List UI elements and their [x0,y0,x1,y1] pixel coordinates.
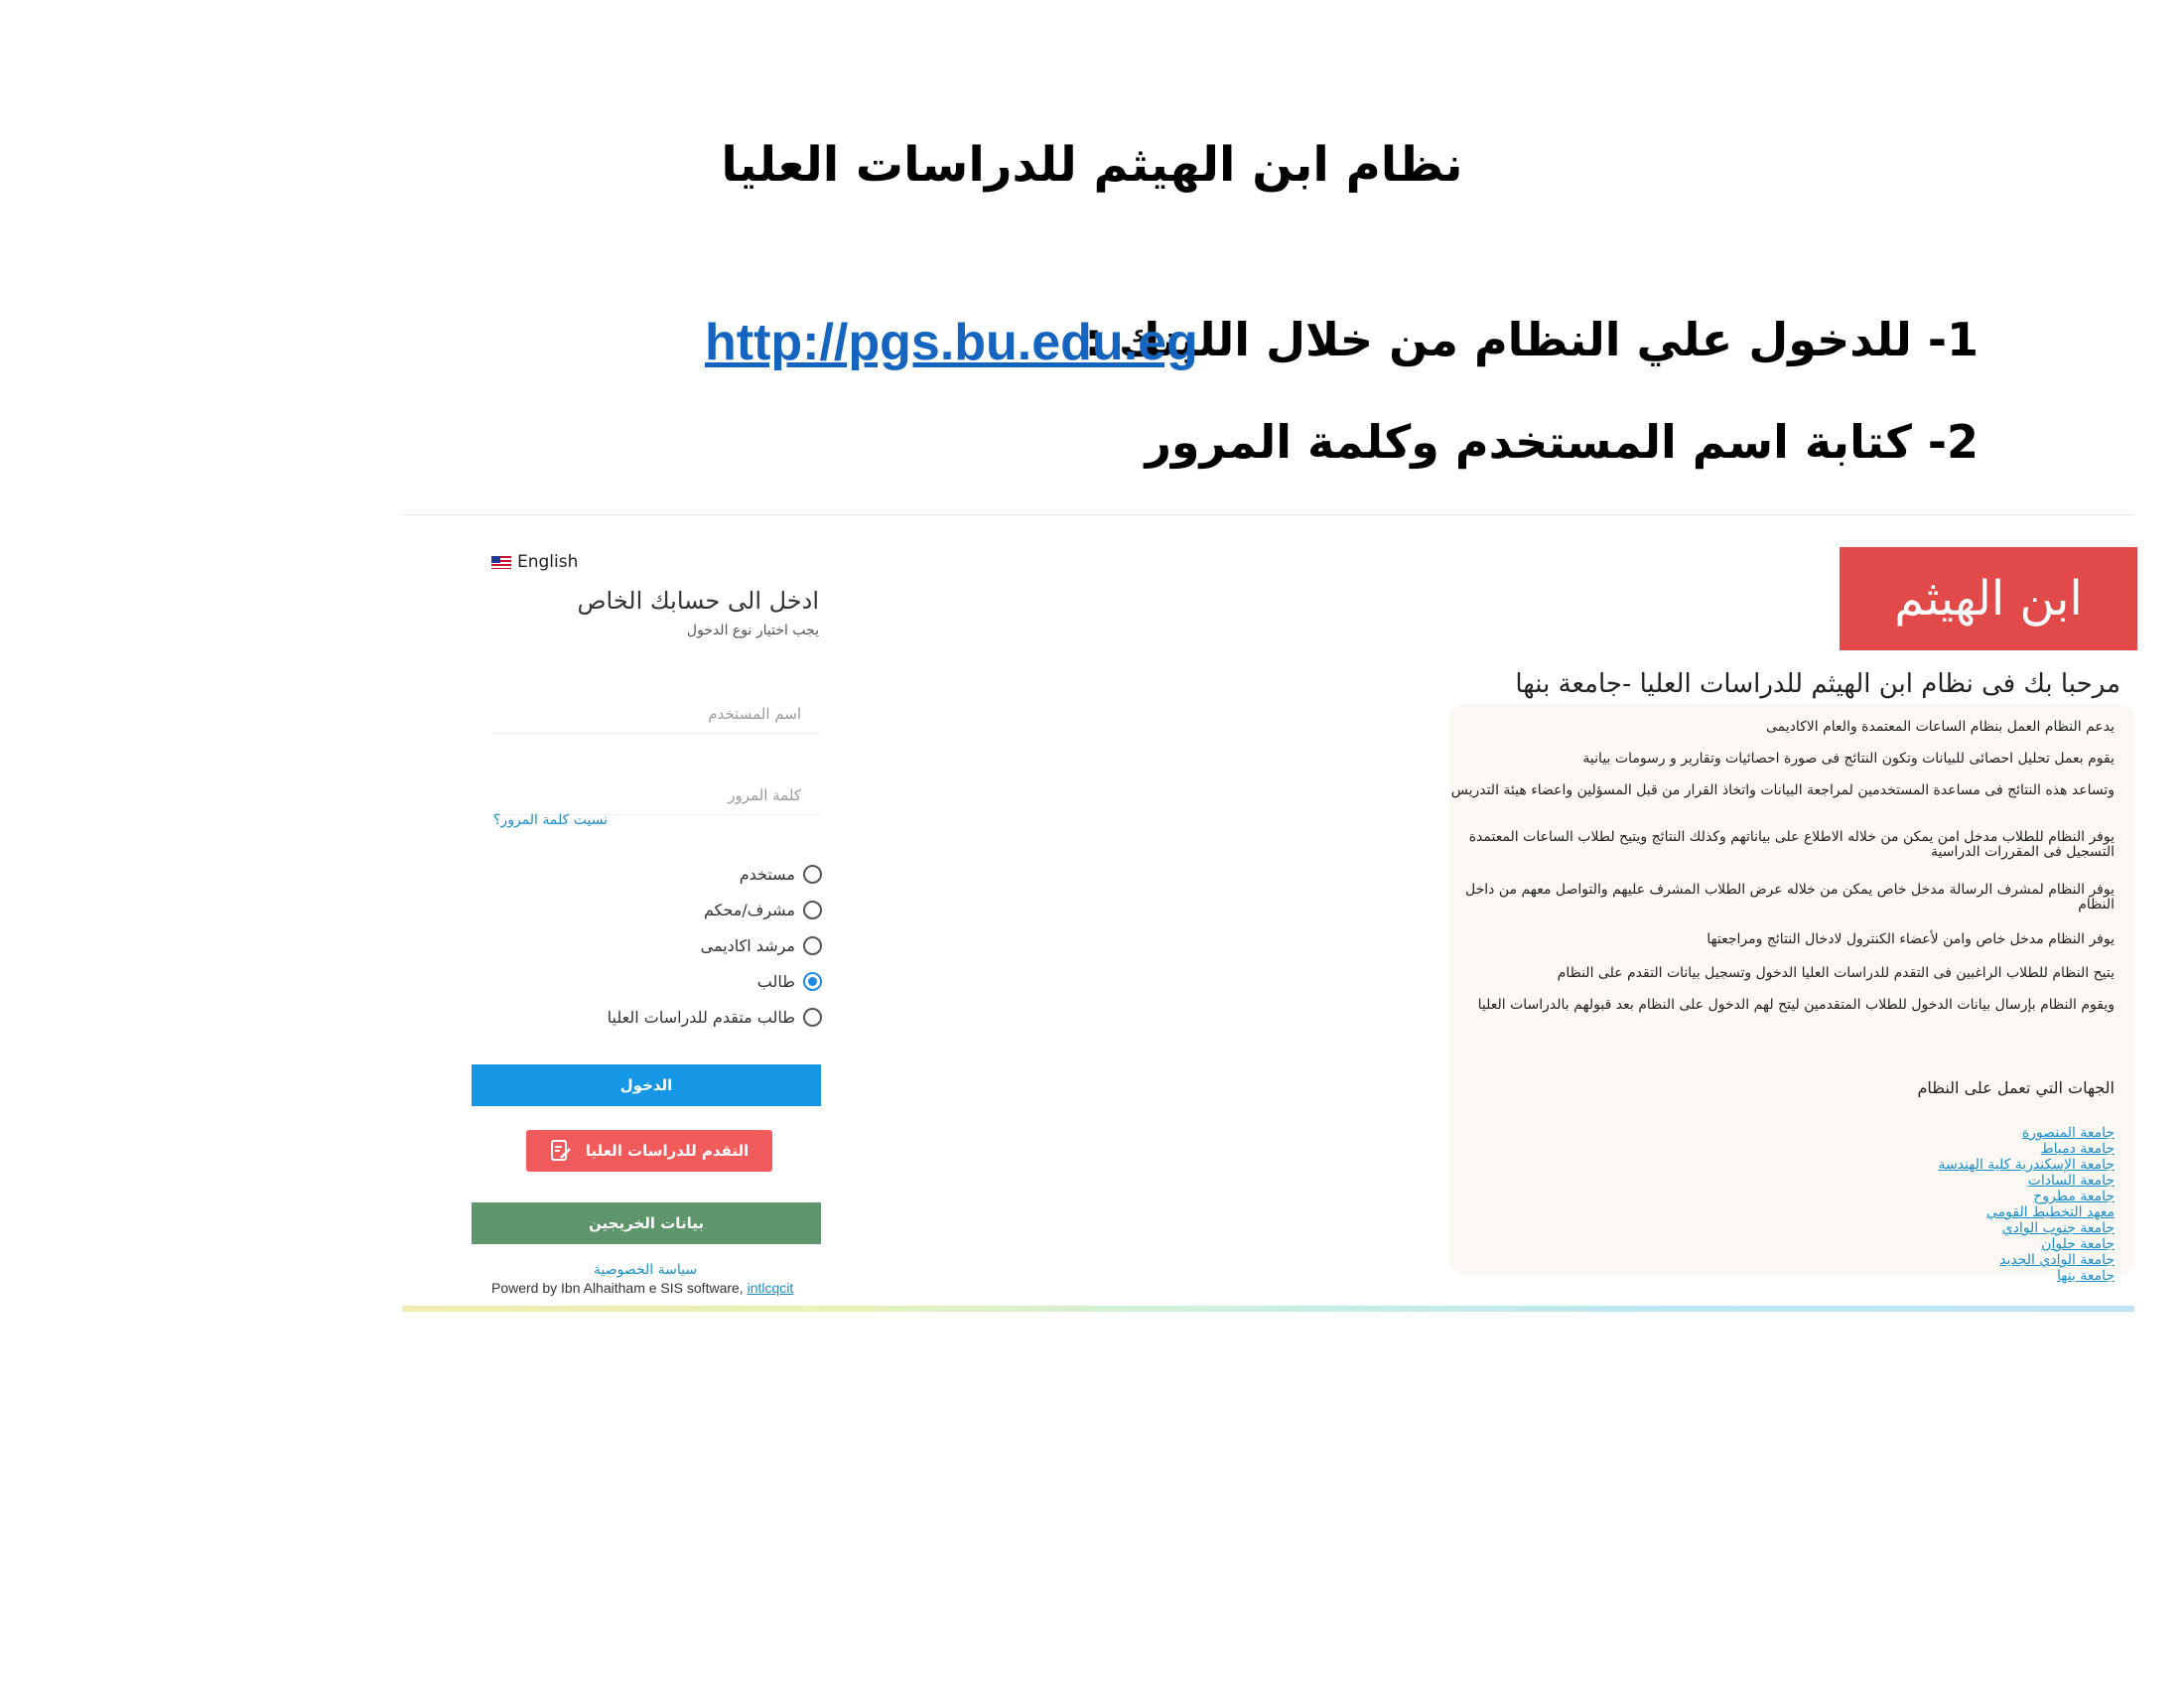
role-label: مستخدم [739,865,795,884]
login-page-screenshot [402,514,2134,1315]
organization-link[interactable]: معهد التخطيط القومي [1985,1204,2115,1220]
role-option-supervisor[interactable] [704,901,822,919]
role-option-advisor[interactable] [701,936,822,955]
graduates-data-button[interactable]: بيانات الخريجين [472,1202,821,1244]
organizations-title: الجهات التي تعمل على النظام [1917,1078,2115,1097]
organization-link[interactable]: جامعة بنها [2057,1268,2115,1284]
role-option-user[interactable] [740,865,822,884]
ibn-alhaitham-logo: ابن الهيثم [1840,547,2137,650]
radio-user[interactable] [803,865,822,884]
username-input[interactable] [493,694,821,734]
radio-applicant[interactable] [803,1008,822,1027]
language-switch[interactable] [491,552,578,572]
login-subtitle: يجب اختيار نوع الدخول [686,623,819,638]
feature-item: يوفر النظام مدخل خاص وامن لأعضاء الكنترول لادخال النتائج ومراجعتها [1706,931,2115,947]
role-label: مشرف/محكم [703,901,795,919]
bottom-gradient-line [402,1306,2134,1312]
feature-item: يوفر النظام لمشرف الرسالة مدخل خاص يمكن من خلاله عرض الطلاب المشرف عليهم والتواصل معهم من داخل النظام [1465,882,2115,913]
organization-link[interactable]: جامعة الإسكندرية كلية الهندسة [1938,1157,2115,1173]
login-title: ادخل الى حسابك الخاص [577,587,819,615]
organization-link[interactable]: جامعة دمياط [2040,1141,2115,1157]
organization-link[interactable]: جامعة السادات [2027,1173,2115,1189]
password-input[interactable] [493,775,821,815]
document-title: نظام ابن الهيثم للدراسات العليا [721,137,1463,193]
feature-item: وتساعد هذه النتائج فى مساعدة المستخدمين لمراجعة البيانات واتخاذ القرار من قبل المسؤلين واعضاء هيئة التدريس [1450,782,2115,798]
role-option-student[interactable] [757,972,822,991]
language-label: English [517,552,579,572]
radio-advisor[interactable] [803,936,822,955]
features-panel [1449,704,2134,1284]
welcome-heading: مرحبا بك فى نظام ابن الهيثم للدراسات العليا -جامعة بنها [1515,669,2120,699]
role-label: طالب [756,972,795,991]
feature-item: يقوم بعمل تحليل احصائى للبيانات وتكون النتائج فى صورة احصائيات وتقارير و رسومات بيانية [1582,751,2115,767]
feature-item: يوفر النظام للطلاب مدخل امن يمكن من خلاله الاطلاع على بياناتهم وكذلك النتائج ويتيح لطلاب الساعات المعتمدة التسجيل فى المقررات الدراسية [1468,829,2115,860]
organization-link[interactable]: جامعة جنوب الوادي [2001,1220,2115,1236]
role-label: طالب متقدم للدراسات العليا [607,1008,795,1027]
apply-postgraduate-button[interactable] [526,1130,772,1172]
privacy-policy-link[interactable]: سياسة الخصوصية [593,1262,698,1278]
role-label: مرشد اكاديمى [700,936,795,955]
organization-link[interactable]: جامعة الوادي الجديد [1999,1252,2115,1268]
feature-item: يدعم النظام العمل بنظام الساعات المعتمدة والعام الاكاديمى [1765,719,2115,735]
feature-item: يتيح النظام للطلاب الراغبين فى التقدم للدراسات العليا الدخول وتسجيل بيانات التقدم على النظام [1557,965,2115,981]
login-button[interactable]: الدخول [472,1064,821,1106]
forgot-password-link[interactable]: نسيت كلمة المرور؟ [493,812,609,828]
step-2-text: 2- كتابة اسم المستخدم وكلمة المرور [1145,415,1979,469]
system-url-link[interactable]: http://pgs.bu.edu.eg [705,314,1198,371]
role-option-applicant[interactable] [608,1008,822,1027]
edit-document-icon [550,1139,572,1163]
organization-link[interactable]: جامعة حلوان [2041,1236,2115,1252]
radio-student[interactable] [803,972,822,991]
organization-link[interactable]: جامعة المنصورة [2021,1125,2115,1141]
powered-by-footer [491,1280,793,1296]
vendor-link[interactable]: intlcqcit [747,1280,794,1296]
step-1-text: 1- للدخول علي النظام من خلال اللينك : [1084,313,1979,366]
us-flag-icon [491,556,511,569]
powered-by-text: Powerd by Ibn Alhaitham e SIS software, [491,1280,744,1296]
radio-supervisor[interactable] [803,901,822,919]
apply-button-label: التقدم للدراسات العليا [585,1142,750,1160]
feature-item: ويقوم النظام بإرسال بيانات الدخول للطلاب المتقدمين ليتح لهم الدخول على النظام بعد قبولهم بالدراسات العليا [1477,997,2115,1013]
organization-link[interactable]: جامعة مطروح [2033,1189,2115,1204]
